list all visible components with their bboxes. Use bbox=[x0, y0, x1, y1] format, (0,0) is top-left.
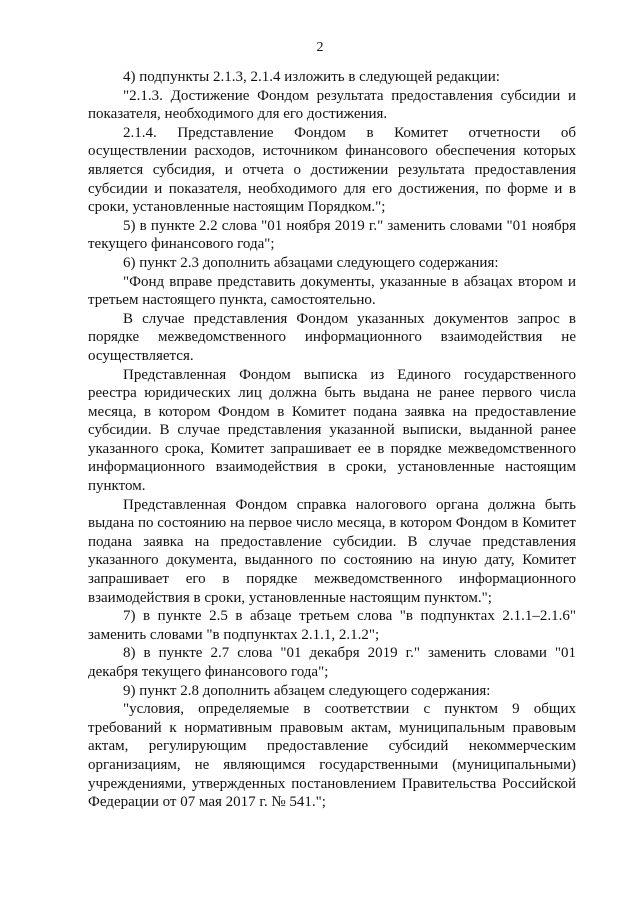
paragraph-2-1-3: "2.1.3. Достижение Фондом результата предоставления субсидии и показателя, необходимого для его достижения. bbox=[88, 87, 576, 123]
paragraph-item-6: 6) пункт 2.3 дополнить абзацами следующего содержания: bbox=[123, 254, 499, 271]
page-number: 2 bbox=[316, 40, 324, 55]
paragraph-conditions: "условия, определяемые в соответствии с пунктом 9 общих требований к нормативным правовым актам, муниципальным правовым актам, регулирующим предоставление субсидий некоммерческим организациям, не являющимся государственными (муниципальными) учреждениями, утвержденных постановлением Правительства Российской Федерации от 07 мая 2017 г. № 541."; bbox=[88, 701, 576, 811]
paragraph-item-4: 4) подпункты 2.1.3, 2.1.4 изложить в следующей редакции: bbox=[123, 69, 500, 85]
paragraph-fund-documents: "Фонд вправе представить документы, указанные в абзацах втором и третьем настоящего пункта, самостоятельно. bbox=[88, 273, 576, 309]
paragraph-tax-certificate: Представленная Фондом справка налогового органа должна быть выдана по состоянию на первое число месяца, в котором Фондом в Комитет подана заявка на предоставление субсидии. В случае представления указанного документа, выданного по состоянию на иную дату, Комитет запрашивает его в порядке межведомственного информационного взаимодействия в сроки, установленные настоящим пунктом."; bbox=[88, 496, 576, 606]
paragraph-no-request: В случае представления Фондом указанных документов запрос в порядке межведомственного информационного взаимодействия не осуществляется. bbox=[88, 310, 576, 364]
paragraph-item-8: 8) в пункте 2.7 слова "01 декабря 2019 г." заменить словами "01 декабря текущего финансового года"; bbox=[88, 645, 576, 680]
paragraph-item-5: 5) в пункте 2.2 слова "01 ноября 2019 г." заменить словами "01 ноября текущего финансового года"; bbox=[88, 217, 576, 253]
paragraph-item-9: 9) пункт 2.8 дополнить абзацем следующего содержания: bbox=[123, 682, 491, 699]
paragraph-item-7: 7) в пункте 2.5 в абзаце третьем слова "в подпунктах 2.1.1–2.1.6" заменить словами "в подпунктах 2.1.1, 2.1.2"; bbox=[88, 608, 576, 643]
document-body bbox=[88, 68, 576, 812]
paragraph-2-1-4: 2.1.4. Представление Фондом в Комитет отчетности об осуществлении расходов, источником финансового обеспечения которых является субсидия, и отчета о достижении результата предоставления субсидии и показателя, необходимого для его достижения, по форме и в сроки, установленные настоящим Порядком."; bbox=[88, 124, 576, 216]
paragraph-registry-extract: Представленная Фондом выписка из Единого государственного реестра юридических лиц должна быть выдана не ранее первого числа месяца, в котором Фондом в Комитет подана заявка на предоставление субсидии. В случае представления указанной выписки, выданной ранее указанного срока, Комитет запрашивает ее в порядке межведомственного информационного взаимодействия в сроки, установленные настоящим пунктом. bbox=[88, 366, 576, 495]
